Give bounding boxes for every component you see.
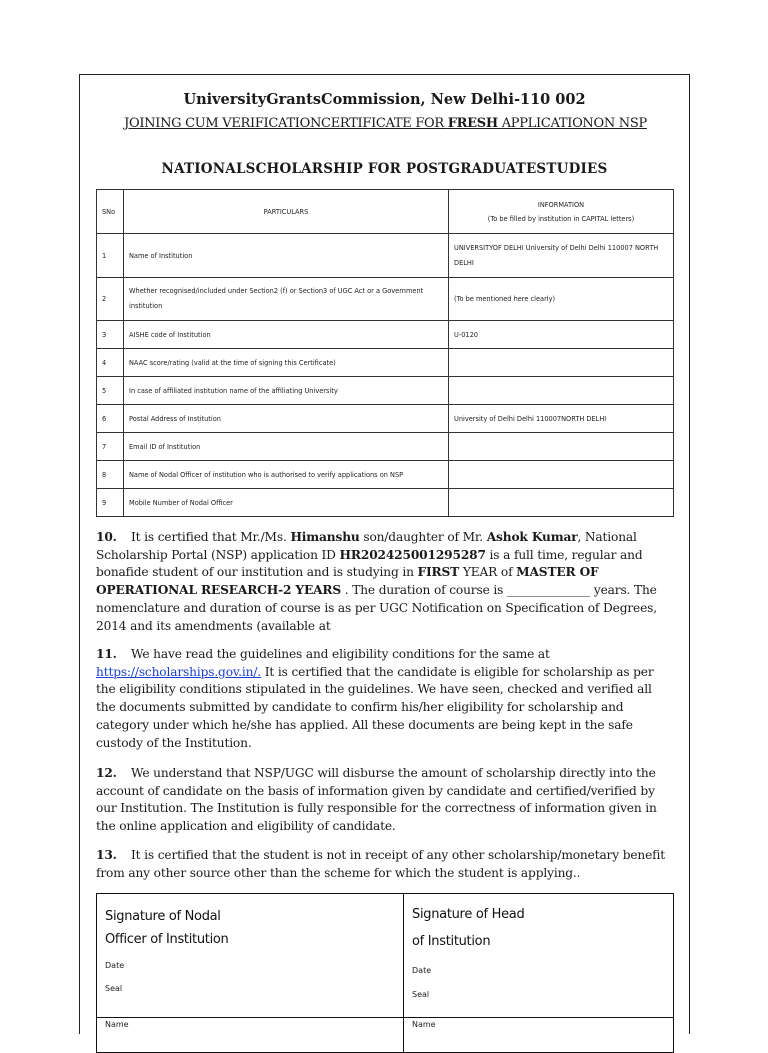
particulars-table — [96, 189, 674, 517]
course-name: MASTER OF OPERATIONAL RESEARCH-2 YEARS — [96, 565, 599, 598]
text: son/daughter of Mr. — [359, 530, 487, 544]
row-particular: Whether recognised/included under Section2 (f) or Section3 of UGC Act or a Government institution — [124, 278, 449, 321]
text: . The duration of course is ______________ years. The nomenclature and duration of course is as per UGC Notification on Specification of Degrees, 2014 and its amendments (available at — [96, 583, 657, 633]
table-row — [97, 405, 674, 433]
row-sno: 4 — [97, 349, 124, 377]
row-sno: 8 — [97, 461, 124, 489]
row-info: (To be mentioned here clearly) — [449, 278, 674, 321]
text: We have read the guidelines and eligibility conditions for the same at — [131, 647, 550, 661]
text: YEAR of — [459, 565, 517, 580]
scholarship-portal-link[interactable]: https://scholarships.gov.in/. — [96, 664, 262, 679]
table-row — [97, 278, 674, 321]
row-particular: Email ID of Institution — [124, 433, 449, 461]
paragraph-number: 11. — [96, 647, 117, 661]
text: It is certified that the student is not in receipt of any other scholarship/monetary benefit from any other source other than the scheme for which the student is applying.. — [96, 848, 666, 880]
row-info — [449, 349, 674, 377]
table-row — [97, 489, 674, 517]
head-date-label: Date — [412, 966, 432, 975]
row-particular: AISHE code of Institution — [124, 321, 449, 349]
table-row — [97, 377, 674, 405]
certificate-page — [79, 74, 690, 1034]
header-information-label: INFORMATION — [537, 200, 585, 209]
row-sno: 7 — [97, 433, 124, 461]
paragraph-number: 10. — [96, 530, 117, 544]
text: , National Scholarship Portal (NSP) application ID — [96, 530, 637, 562]
row-sno: 6 — [97, 405, 124, 433]
certificate-title-bold: FRESH — [447, 116, 498, 131]
header-particulars: PARTICULARS — [124, 190, 449, 234]
row-sno: 3 — [97, 321, 124, 349]
paragraph-number: 12. — [96, 766, 117, 780]
student-name: Himanshu — [290, 530, 360, 544]
header-information — [449, 190, 674, 234]
nodal-officer-signature-block — [97, 894, 404, 1052]
table-row — [97, 433, 674, 461]
row-info — [449, 461, 674, 489]
nodal-seal-label: Seal — [105, 984, 123, 993]
row-sno: 5 — [97, 377, 124, 405]
course-year: FIRST — [417, 565, 460, 580]
nodal-name-label: Name — [105, 1020, 129, 1029]
commission-title: UniversityGrantsCommission, New Delhi-110 002 — [183, 91, 586, 108]
row-particular: In case of affiliated institution name of the affiliating University — [124, 377, 449, 405]
paragraph-11 — [96, 646, 674, 752]
text: It is certified that Mr./Ms. — [131, 530, 291, 544]
table-row — [97, 349, 674, 377]
header-sno: SNo — [97, 190, 124, 234]
row-particular: Name of Institution — [124, 234, 449, 278]
application-id: HR202425001295287 — [339, 547, 486, 562]
table-row — [97, 234, 674, 278]
row-info: University of Delhi Delhi 110007NORTH DELHI — [449, 405, 674, 433]
signature-divider — [97, 1017, 673, 1018]
paragraph-13 — [96, 847, 674, 882]
row-info — [449, 433, 674, 461]
row-particular: Postal Address of Institution — [124, 405, 449, 433]
head-signature-block — [404, 894, 672, 1052]
text: It is certified that the candidate is eligible for scholarship as per the eligibility conditions stipulated in the guidelines. We have seen, checked and verified all the documents submitted by candidate to confirm his/her eligibility for scholarship and category under which he/she has applied. All these documents are being kept in the safe custody of the Institution. — [96, 664, 654, 750]
table-row — [97, 321, 674, 349]
row-info — [449, 377, 674, 405]
head-name-label: Name — [412, 1020, 436, 1029]
head-seal-label: Seal — [412, 990, 430, 999]
nodal-date-label: Date — [105, 961, 125, 970]
certificate-title — [108, 115, 663, 132]
certificate-title-pre: JOINING CUM VERIFICATIONCERTIFICATE FOR — [124, 116, 448, 131]
paragraph-number: 13. — [96, 848, 117, 862]
scheme-title: NATIONALSCHOLARSHIP FOR POSTGRADUATESTUDIES — [161, 161, 608, 177]
row-info: UNIVERSITYOF DELHI University of Delhi Delhi 110007 NORTH DELHI — [449, 234, 674, 278]
head-signature-label-2: of Institution — [412, 934, 491, 949]
row-sno: 9 — [97, 489, 124, 517]
row-particular: Mobile Number of Nodal Officer — [124, 489, 449, 517]
text: is a full time, regular and bonafide student of our institution and is studying in — [96, 547, 643, 580]
nodal-signature-label-1: Signature of Nodal — [105, 909, 221, 924]
head-signature-label-1: Signature of Head — [412, 907, 525, 922]
row-particular: NAAC score/rating (valid at the time of signing this Certificate) — [124, 349, 449, 377]
row-info — [449, 489, 674, 517]
row-particular: Name of Nodal Officer of institution who is authorised to verify applications on NSP — [124, 461, 449, 489]
header-information-note: (To be filled by institution in CAPITAL letters) — [487, 214, 635, 223]
parent-name: Ashok Kumar — [486, 530, 578, 544]
signature-box — [96, 893, 674, 1053]
paragraph-10 — [96, 529, 674, 635]
row-sno: 2 — [97, 278, 124, 321]
paragraph-12 — [96, 765, 674, 836]
row-sno: 1 — [97, 234, 124, 278]
row-info: U-0120 — [449, 321, 674, 349]
nodal-signature-label-2: Officer of Institution — [105, 932, 229, 947]
certificate-title-post: APPLICATIONON NSP — [497, 116, 647, 131]
table-row — [97, 461, 674, 489]
table-header-row — [97, 190, 674, 234]
text: We understand that NSP/UGC will disburse the amount of scholarship directly into the account of candidate on the basis of information given by candidate and certified/verified by our Institution. The Institution is fully responsible for the correctness of information given in the online application and eligibility of candidate. — [96, 766, 657, 834]
